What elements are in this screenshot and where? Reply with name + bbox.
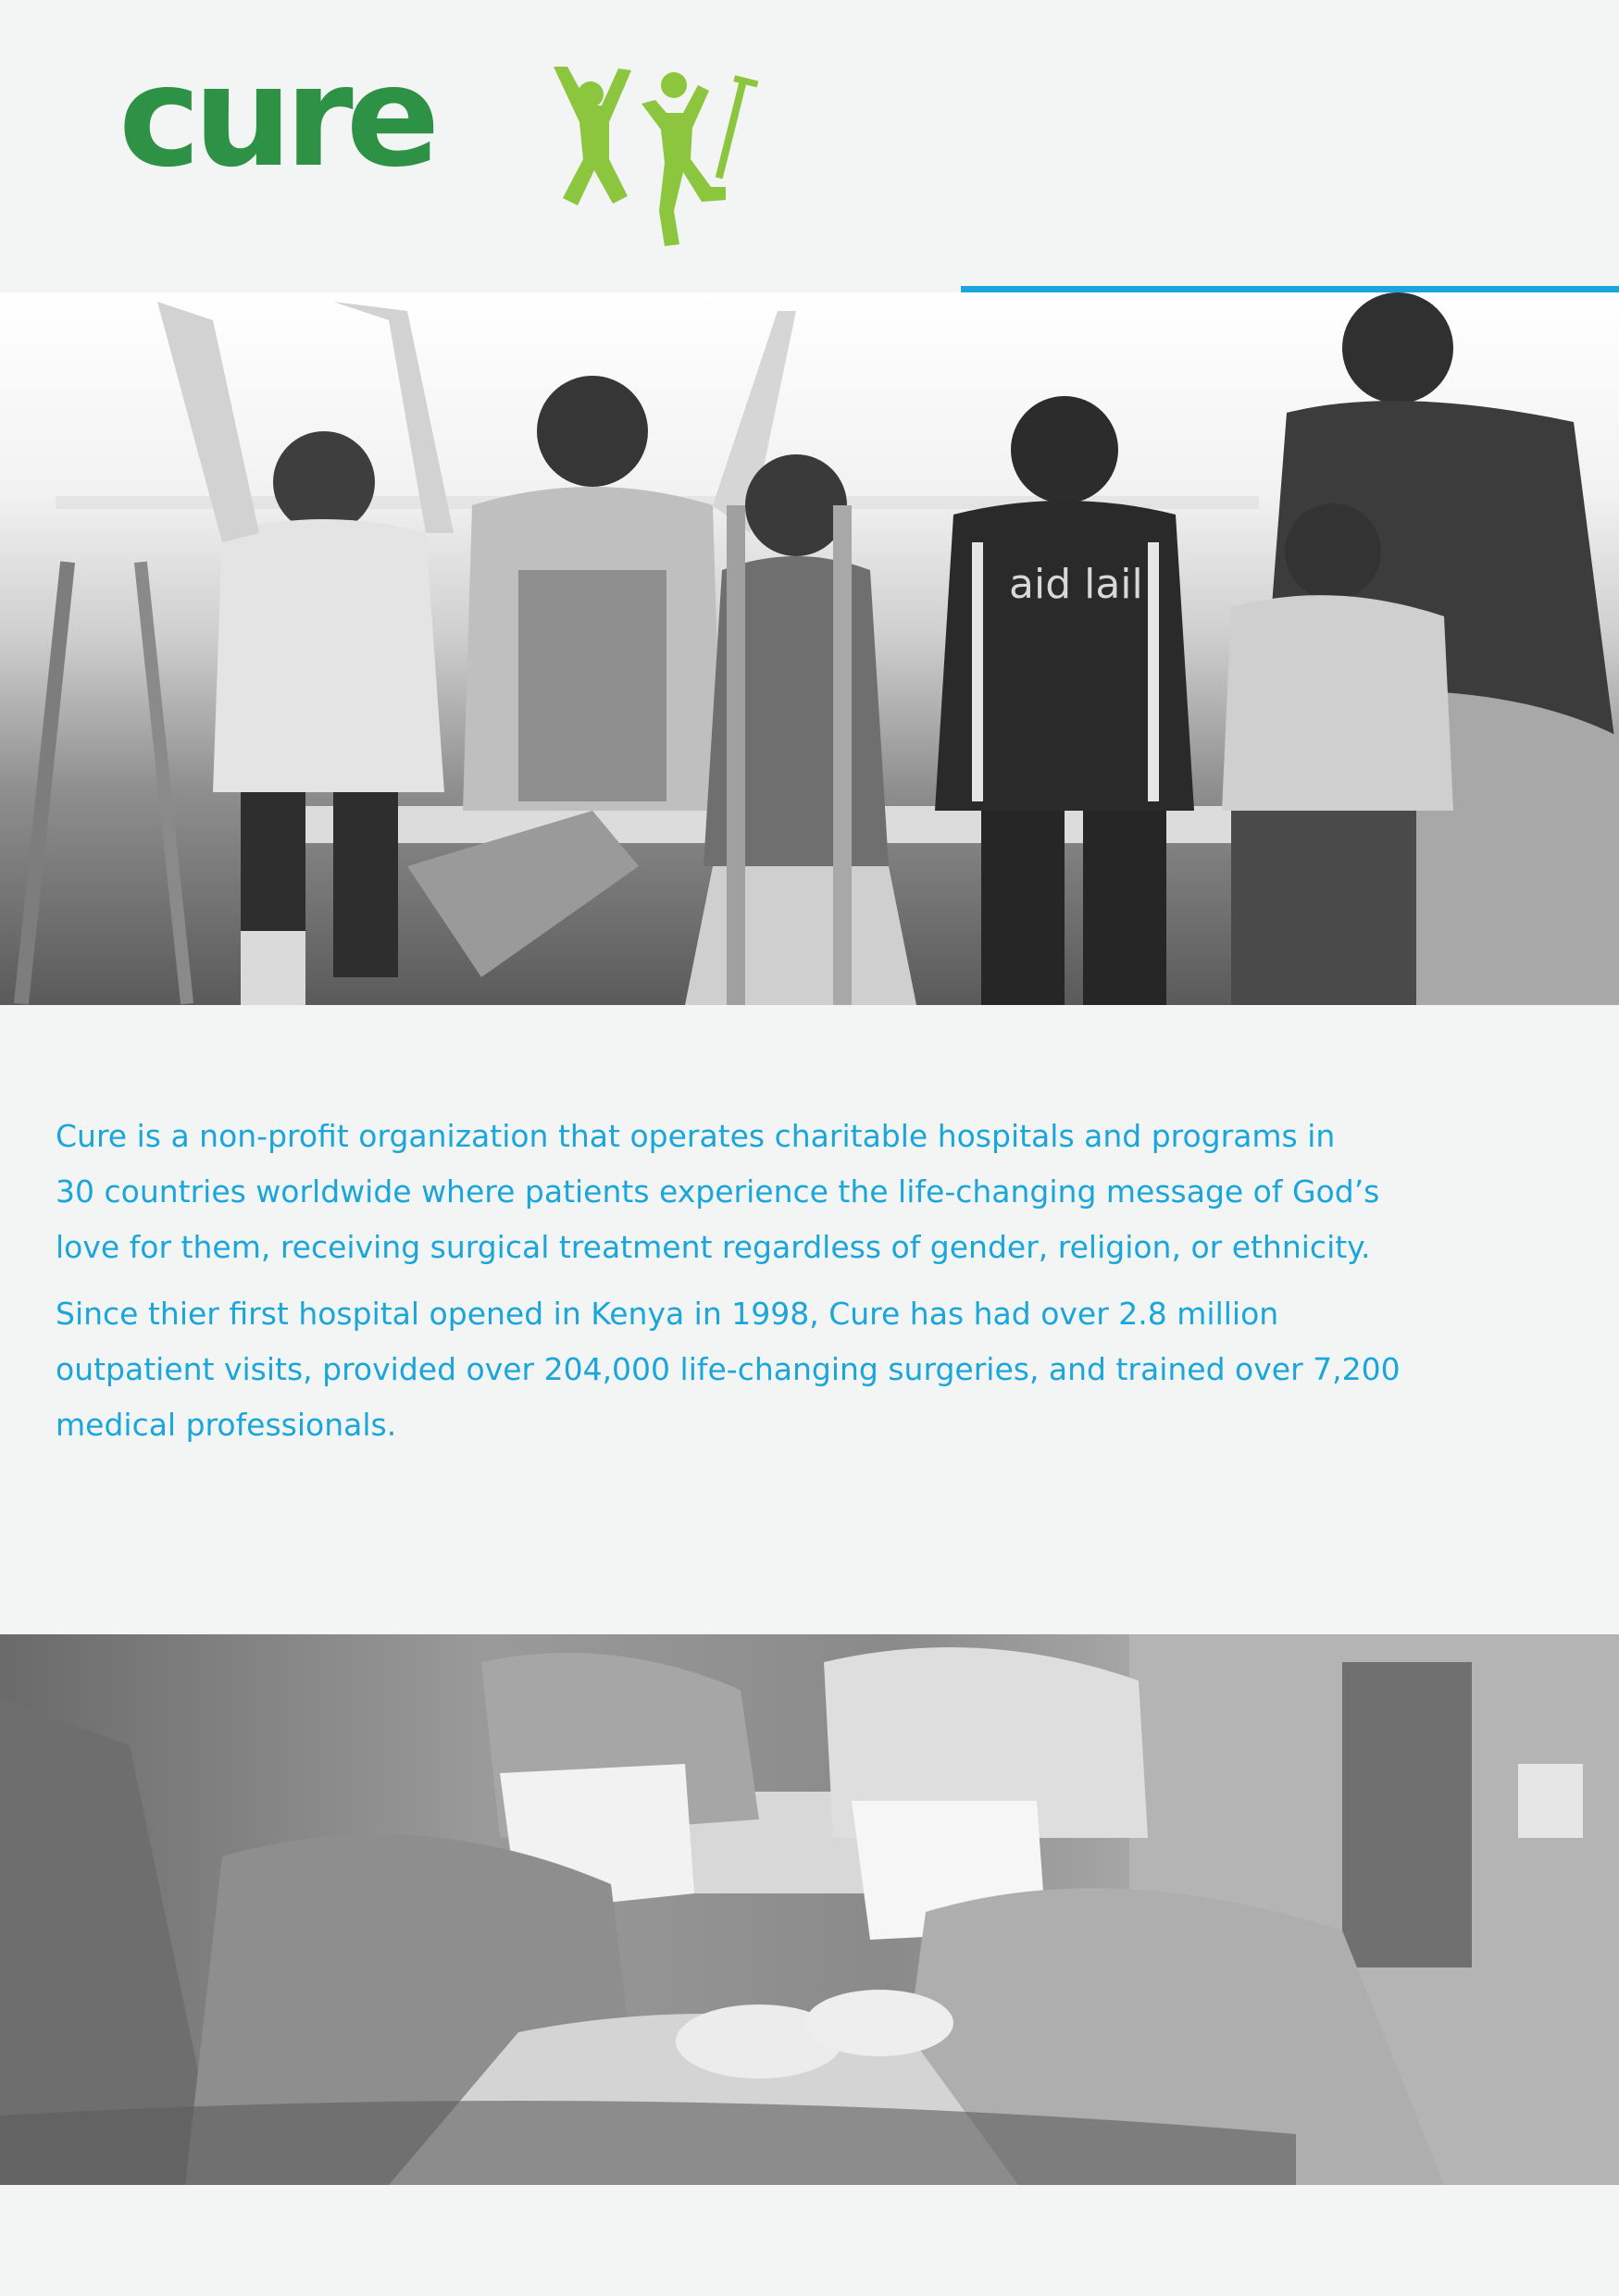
text-line: Since thier first hospital opened in Kenya in 1998, Cure has had over 2.8 million — [56, 1296, 1279, 1332]
accent-line — [961, 286, 1619, 292]
svg-text:aid lail: aid lail — [1009, 561, 1143, 608]
text-line: 30 countries worldwide where patients experience the life-changing message of God’s — [56, 1173, 1380, 1210]
text-line: love for them, receiving surgical treatment regardless of gender, religion, or ethnicity. — [56, 1229, 1371, 1265]
paragraph-mission — [56, 1109, 1574, 1275]
text-line: medical professionals. — [56, 1407, 397, 1443]
children-figures-icon — [517, 48, 841, 252]
surgeons-photo — [0, 1634, 1619, 2185]
logo-wordmark: cure — [118, 37, 433, 198]
text-line: outpatient visits, provided over 204,000 life-changing surgeries, and trained over 7,200 — [56, 1351, 1401, 1387]
paragraph-impact — [56, 1286, 1574, 1453]
text-line: Cure is a non-profit organization that operates charitable hospitals and programs in — [56, 1118, 1336, 1154]
description-text — [56, 1109, 1574, 1464]
cure-logo — [118, 37, 711, 233]
children-photo — [0, 292, 1619, 1005]
